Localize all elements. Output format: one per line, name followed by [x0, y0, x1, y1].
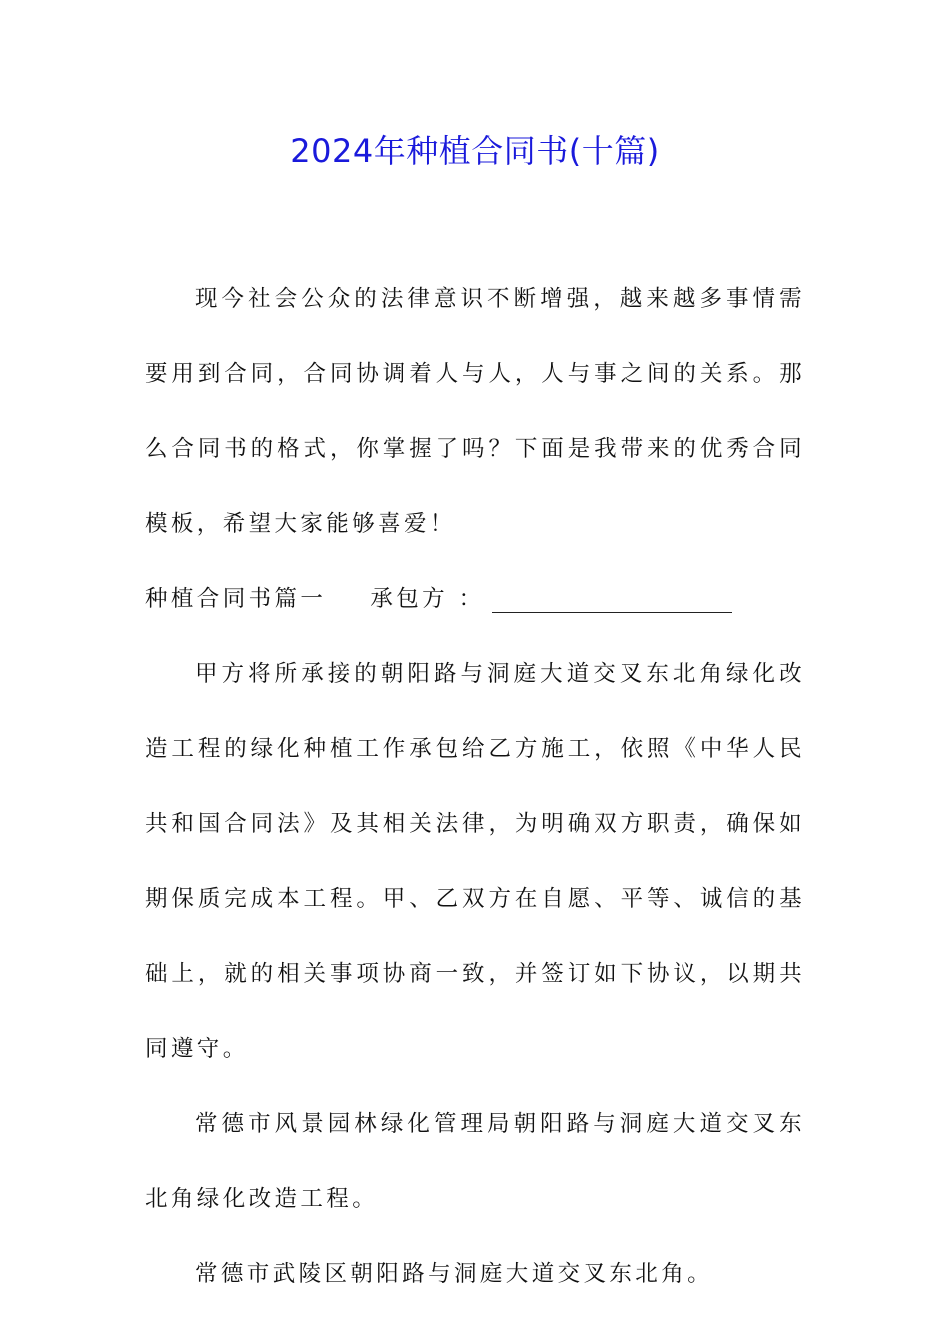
document-title: 2024年种植合同书(十篇) [290, 132, 660, 170]
body-paragraph: 常德市武陵区朝阳路与洞庭大道交叉东北角。 [195, 1261, 714, 1287]
contractor-blank-line [492, 611, 732, 613]
section-heading-line [145, 562, 805, 637]
body-paragraph: 甲方将所承接的朝阳路与洞庭大道交叉东北角绿化改造工程的绿化种植工作承包给乙方施工，依照《中华人民共和国合同法》及其相关法律，为明确双方职责，确保如期保质完成本工程。甲、乙双方在自愿、平等、诚信的基础上，就的相关事项协商一致，并签订如下协议，以期共同遵守。 [145, 661, 805, 1062]
section-title: 种植合同书篇一 [145, 586, 327, 612]
document-body [145, 262, 805, 1312]
intro-paragraph: 现今社会公众的法律意识不断增强，越来越多事情需要用到合同，合同协调着人与人，人与事之间的关系。那么合同书的格式，你掌握了吗？下面是我带来的优秀合同模板，希望大家能够喜爱！ [145, 286, 805, 537]
body-paragraph: 常德市风景园林绿化管理局朝阳路与洞庭大道交叉东北角绿化改造工程。 [145, 1111, 805, 1212]
contractor-label: 承包方 ： [370, 586, 485, 612]
